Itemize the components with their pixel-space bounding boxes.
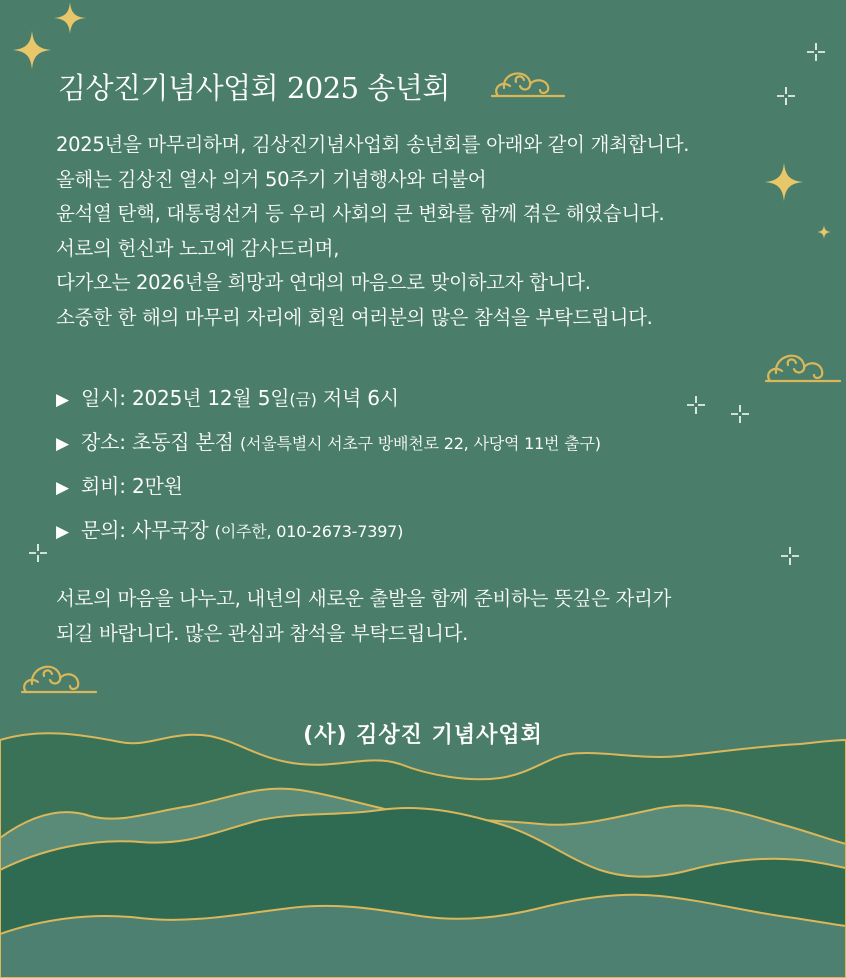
intro-line: 다가오는 2026년을 희망과 연대의 마음으로 맞이하고자 합니다. xyxy=(56,271,591,295)
detail-label: 문의: xyxy=(81,518,126,542)
intro-line: 윤석열 탄핵, 대통령선거 등 우리 사회의 큰 변화를 함께 겪은 해였습니다. xyxy=(56,202,665,226)
detail-fee xyxy=(56,465,776,509)
detail-label: 장소: xyxy=(81,430,126,454)
intro-line: 올해는 김상진 열사 의거 50주기 기념행사와 더불어 xyxy=(56,167,487,191)
detail-value: 2025년 12월 5일 xyxy=(132,386,290,410)
detail-time: 저녁 6시 xyxy=(322,386,399,410)
bullet-triangle-icon: ▶ xyxy=(56,522,69,542)
detail-value: 사무국장 xyxy=(132,518,209,542)
sparkle-star-icon xyxy=(52,0,88,36)
sparkle-star-icon xyxy=(10,28,54,72)
detail-datetime xyxy=(56,377,776,421)
detail-place xyxy=(56,421,776,465)
detail-address: (서울특별시 서초구 방배천로 22, 사당역 11번 출구) xyxy=(239,434,601,453)
organization-signature: (사) 김상진 기념사업회 xyxy=(303,723,543,748)
detail-label: 일시: xyxy=(81,386,126,410)
detail-day: (금) xyxy=(289,390,317,409)
cloud-swirl-icon xyxy=(488,62,568,102)
bullet-triangle-icon: ▶ xyxy=(56,390,69,410)
closing-line: 되길 바랍니다. 많은 관심과 참석을 부탁드립니다. xyxy=(56,621,469,645)
cloud-swirl-icon xyxy=(18,656,98,698)
detail-contact-info: (이주한, 010-2673-7397) xyxy=(214,522,404,541)
mountain-landscape xyxy=(0,720,846,978)
detail-value: 초동집 본점 xyxy=(132,430,234,454)
intro-line: 소중한 한 해의 마무리 자리에 회원 여러분의 많은 참석을 부탁드립니다. xyxy=(56,305,653,329)
closing-line: 서로의 마음을 나누고, 내년의 새로운 출발을 함께 준비하는 뜻깊은 자리가 xyxy=(56,587,672,610)
intro-line: 서로의 헌신과 노고에 감사드리며, xyxy=(56,236,340,260)
sparkle-plus-icon xyxy=(780,546,800,566)
intro-line: 2025년을 마무리하며, 김상진기념사업회 송년회를 아래와 같이 개최합니다. xyxy=(56,133,690,156)
detail-label: 회비: xyxy=(81,474,126,498)
event-details xyxy=(56,377,776,553)
sparkle-star-icon xyxy=(816,224,832,240)
page-title: 김상진기념사업회 2025 송년회 xyxy=(58,71,450,105)
intro-paragraph xyxy=(56,128,796,336)
bullet-triangle-icon: ▶ xyxy=(56,478,69,498)
sparkle-plus-icon xyxy=(806,42,826,62)
bullet-triangle-icon: ▶ xyxy=(56,434,69,454)
closing-paragraph xyxy=(56,582,796,651)
sparkle-plus-icon xyxy=(776,86,796,106)
detail-contact xyxy=(56,509,776,553)
sparkle-plus-icon xyxy=(28,543,48,563)
detail-value: 2만원 xyxy=(132,474,183,498)
